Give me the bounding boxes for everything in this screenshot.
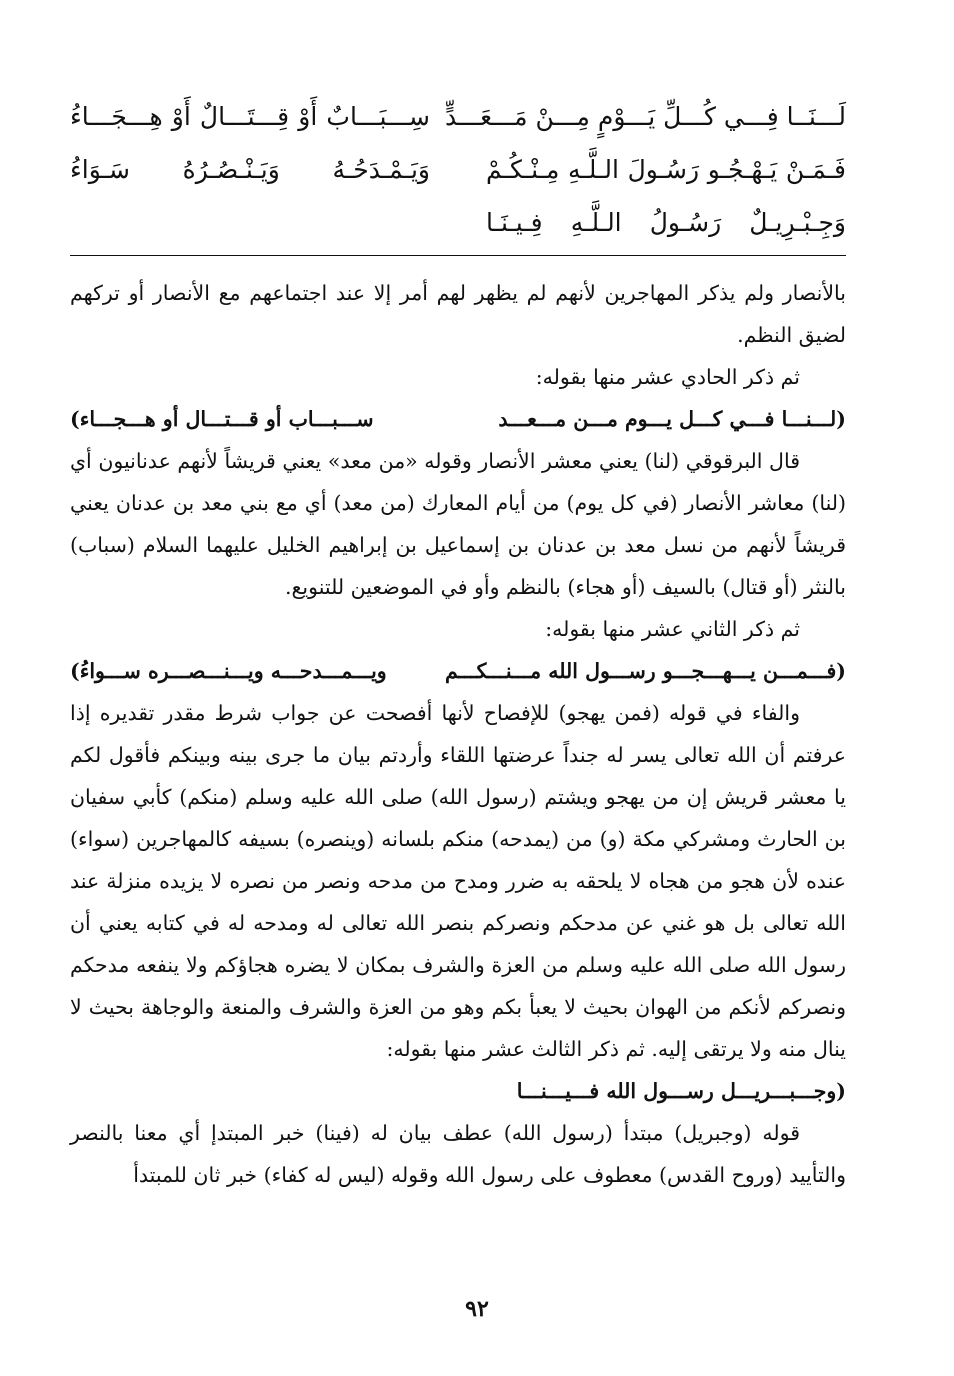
verse-first-hemistich: فَـمَـنْ يَـهْـجُـو رَسُـولَ الـلَّـهِ مِـنْـكُـمْ bbox=[486, 155, 846, 184]
verse-second-hemistich: وَيَـمْـدَحُـهُ وَيَـنْـصُـرُهُ سَـوَاءُ bbox=[70, 155, 430, 184]
intro-line: ثم ذكر الحادي عشر منها بقوله: bbox=[535, 365, 800, 389]
verse-first-hemistich: وَجِـبْـرِيـلٌ رَسُـولُ الـلَّـهِ فِـيـنَـا bbox=[486, 208, 846, 237]
verse-heading bbox=[70, 398, 846, 440]
verse-line bbox=[70, 143, 846, 196]
verse-heading: (وجـــبـــريـــل رســـول الله فـــيـــنـــا bbox=[516, 1079, 846, 1103]
intro-line: ثم ذكر الثاني عشر منها بقوله: bbox=[545, 617, 800, 641]
paragraph: قال البرقوقي (لنا) يعني معشر الأنصار وقوله «من معد» يعني قريشاً لأنهم عدنانيون أي (لنا) معاشر الأنصار (في كل يوم) من أيام المعارك (من معد) أي مع بني معد بن عدنان يعني قريشاً لأنهم من نسل معد بن عدنان بن إسماعيل بن إبراهيم الخليل عليهما السلام (سباب) بالنثر (أو قتال) بالسيف (أو هجاء) بالنظم وأو في الموضعين للتنويع. bbox=[70, 449, 846, 599]
paragraph: بالأنصار ولم يذكر المهاجرين لأنهم لم يظهر لهم أمر إلا عند اجتماعهم مع الأنصار أو تركهم لضيق النظم. bbox=[70, 281, 846, 347]
paragraph: والفاء في قوله (فمن يهجو) للإفصاح لأنها أفصحت عن جواب شرط مقدر تقديره إذا عرفتم أن الله تعالى يسر له جنداً عرضتها اللقاء وأردتم بيان ما جرى بينه وبينكم فأقول لكم يا معشر قريش إن من يهجو ويشتم (رسول الله) صلى الله عليه وسلم (منكم) كأبي سفيان بن الحارث ومشركي مكة (و) من (يمدحه) منكم بلسانه (وينصره) بسيفه كالمهاجرين (سواء) عنده لأن هجو من هجاه لا يلحقه به ضرر ومدح من مدحه ونصر من نصره لا يزيده منزلة عند الله تعالى بل هو غني عن مدحكم ونصركم بنصر الله تعالى له ومدحه له في كتابه يعني أن رسول الله صلى الله عليه وسلم من العزة والشرف بمكان لا يضره هجاؤكم ولا ينفعه مدحكم ونصركم لأنكم من الهوان بحيث لا يعبأ بكم وهو من العزة والشرف والمنعة والوجاهة بحيث لا ينال منه ولا يرتقى إليه. ثم ذكر الثالث عشر منها بقوله: bbox=[70, 701, 846, 1061]
paragraph: قوله (وجبريل) مبتدأ (رسول الله) عطف بيان له (فينا) خبر المبتدإ أي معنا بالنصر والتأييد (وروح القدس) معطوف على رسول الله وقوله (ليس له كفاء) خبر ثان للمبتدأ bbox=[70, 1121, 846, 1187]
verse-heading-second: ســـبـــاب أو قـــتـــال أو هـــجـــاء) bbox=[70, 407, 374, 431]
verse-heading-first: (فـــمـــن يـــهـــجـــو رســـول الله مـــنـــكـــم bbox=[444, 659, 846, 683]
commentary-text bbox=[70, 272, 846, 1196]
verse-line bbox=[70, 90, 846, 143]
verse-line bbox=[70, 196, 846, 249]
divider-line bbox=[70, 255, 846, 256]
page-number: ٩٢ bbox=[465, 1296, 489, 1322]
poem-verses bbox=[70, 90, 846, 249]
verse-heading-first: (لـــنـــا فـــي كـــل يـــوم مـــن مـــعـــد bbox=[498, 407, 846, 431]
verse-second-hemistich: سِـــبَـــابٌ أَوْ قِـــتَـــالٌ أَوْ هِـــجَـــاءُ bbox=[70, 102, 430, 131]
verse-heading-second: ويـــمـــدحـــه ويـــنـــصـــره ســـواءُ) bbox=[70, 659, 387, 683]
verse-heading bbox=[70, 650, 846, 692]
verse-first-hemistich: لَـــنَــا فِـــي كُـــلِّ يَـــوْمٍ مِـــنْ مَـــعَـــدٍّ bbox=[445, 102, 846, 131]
